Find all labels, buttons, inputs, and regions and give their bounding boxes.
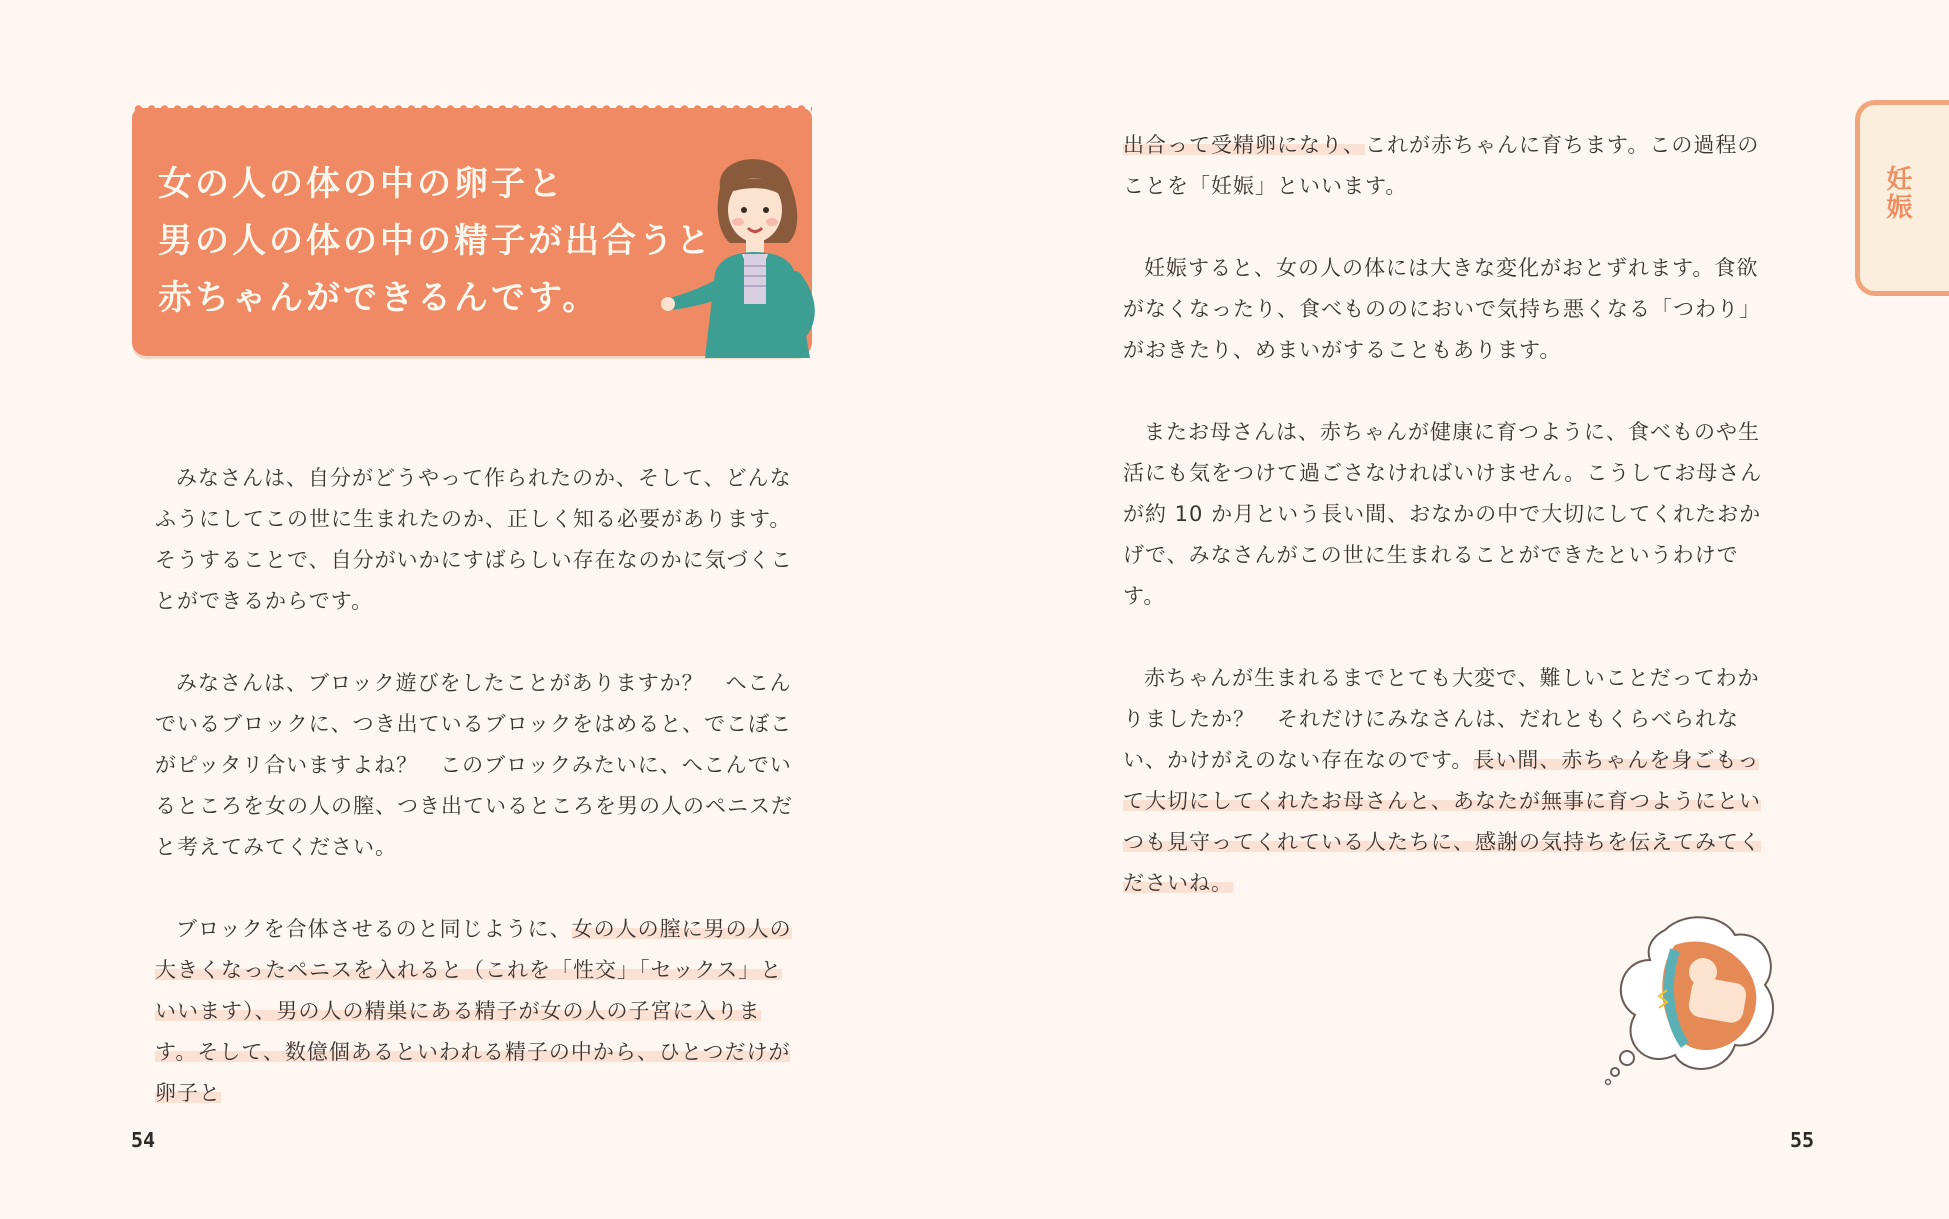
left-body-text [155, 458, 795, 1155]
conclusion-plain: 赤ちゃんが生まれるまでとても大変で、難しいことだってわかりましたか？ それだけにみなさんは、だれともくらべられない、かけがえのない存在なのです。 [1123, 666, 1760, 772]
paragraph-continuation [1123, 125, 1773, 207]
continuation-plain: これが赤ちゃんに育ちます。この過程のことを「妊娠」といいます。 [1123, 133, 1760, 198]
baby-in-womb-thought-icon [1605, 910, 1785, 1090]
title-line-1: 女の人の体の中の卵子と [158, 164, 565, 204]
paragraph-3 [155, 909, 795, 1114]
teacher-illustration-icon [660, 148, 850, 358]
continuation-highlight: 出合って受精卵になり、 [1123, 133, 1365, 157]
title-line-3: 赤ちゃんができるんです。 [158, 278, 600, 318]
paragraph-pregnancy-changes: 妊娠すると、女の人の体には大きな変化がおとずれます。食欲がなくなったり、食べもののにおいで気持ち悪くなる「つわり」がおきたり、めまいがすることもあります。 [1123, 256, 1761, 362]
page-number-right: 55 [1790, 1128, 1815, 1152]
title-line-2: 男の人の体の中の精子が出合うと [158, 221, 713, 261]
paragraph-mother-care: またお母さんは、赤ちゃんが健康に育つように、食べものや生活にも気をつけて過ごさなければいけません。こうしてお母さんが約 10 か月という長い間、おなかの中で大切にしてくれたおかげで、みなさんがこの世に生まれることができたというわけです。 [1123, 420, 1763, 608]
spiral-binding [132, 102, 812, 116]
page-number-left: 54 [131, 1128, 156, 1152]
paragraph-3-highlight: 女の人の膣に男の人の大きくなったペニスを入れると（これを「性交」「セックス」といいます）、男の人の精巣にある精子が女の人の子宮に入ります。そして、数億個あるといわれる精子の中から、ひとつだけが卵子と [155, 917, 792, 1105]
chapter-tab[interactable] [1855, 100, 1949, 296]
paragraph-2: みなさんは、ブロック遊びをしたことがありますか？ へこんでいるブロックに、つき出ているブロックをはめると、でこぼこがピッタリ合いますよね？ このブロックみたいに、へこんでいるところを女の人の膣、つき出ているところを男の人のペニスだと考えてみてください。 [155, 671, 793, 859]
paragraph-1: みなさんは、自分がどうやって作られたのか、そして、どんなふうにしてこの世に生まれたのか、正しく知る必要があります。そうすることで、自分がいかにすばらしい存在なのかに気づくことができるからです。 [155, 466, 793, 613]
paragraph-conclusion [1123, 658, 1773, 904]
title-heading [158, 156, 718, 327]
right-body-text [1123, 125, 1773, 945]
paragraph-3-plain: ブロックを合体させるのと同じように、 [176, 917, 572, 941]
right-page [975, 0, 1949, 1219]
chapter-tab-label: 妊娠 [1882, 165, 1912, 221]
conclusion-highlight: 長い間、赤ちゃんを身ごもって大切にしてくれたお母さんと、あなたが無事に育つようにといつも見守ってくれている人たちに、感謝の気持ちを伝えてみてくださいね。 [1123, 748, 1761, 895]
